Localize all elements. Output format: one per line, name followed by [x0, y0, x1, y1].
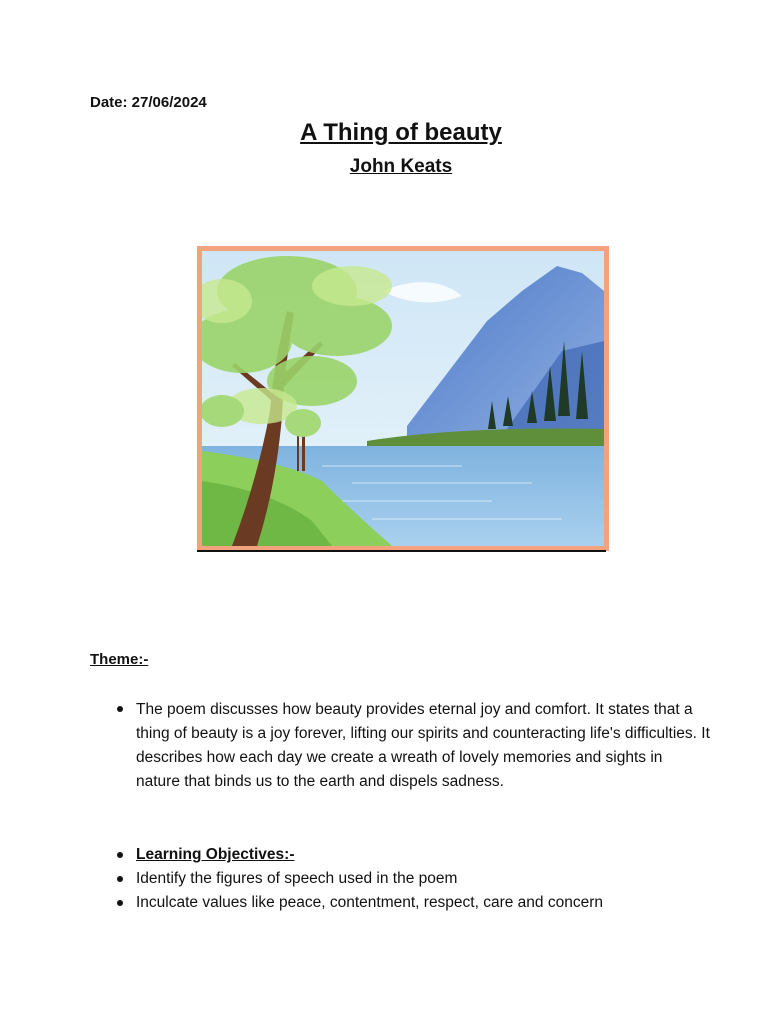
image-divider-rule: [197, 550, 606, 552]
list-item: Identify the figures of speech used in the poem: [90, 867, 710, 891]
document-date: Date: 27/06/2024: [90, 94, 207, 111]
document-author: John Keats: [349, 156, 453, 177]
objectives-list: [90, 843, 710, 915]
landscape-painting-image: [202, 251, 604, 546]
list-item: The poem discusses how beauty provides eternal joy and comfort. It states that a thing of beauty is a joy forever, lifting our spirits and counteracting life's difficulties. It describes how each day we create a wreath of lovely memories and sights in nature that binds us to the earth and dispels sadness.: [90, 698, 710, 794]
document-title: A Thing of beauty: [300, 119, 502, 146]
objectives-heading: Learning Objectives:-: [90, 843, 710, 867]
landscape-illustration: [197, 246, 609, 551]
theme-heading: Theme:-: [90, 651, 149, 668]
list-item: Inculcate values like peace, contentment, respect, care and concern: [90, 891, 710, 915]
theme-list: [90, 698, 710, 794]
